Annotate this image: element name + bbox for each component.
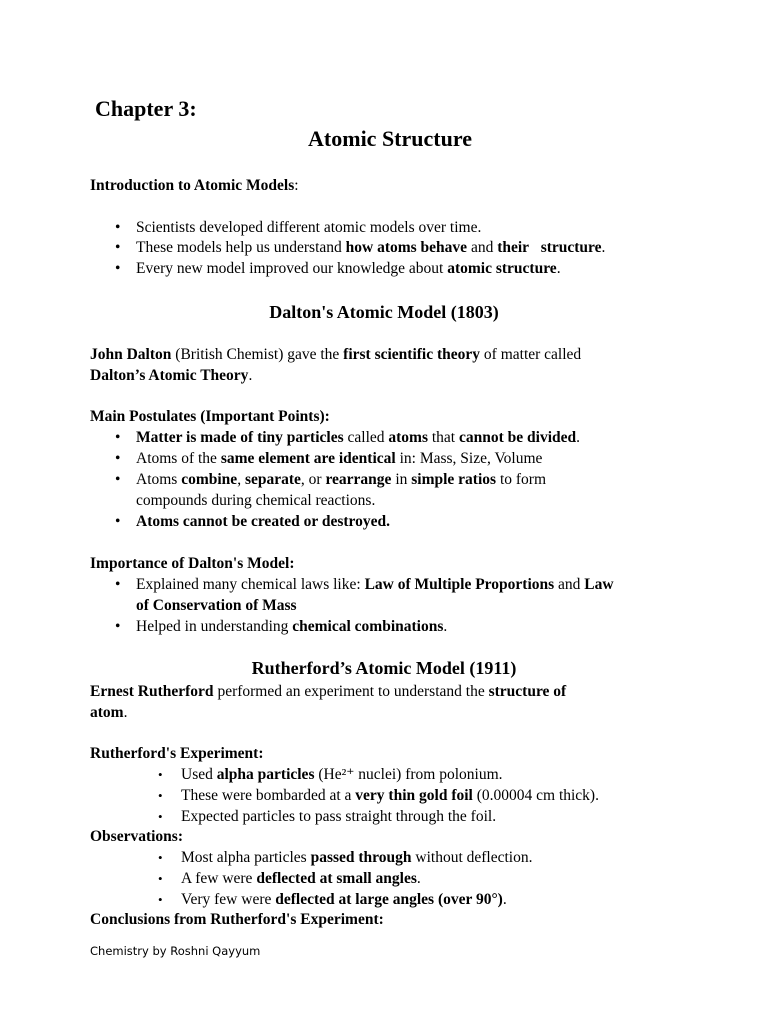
bullet-icon: • bbox=[158, 850, 163, 865]
bullet-icon: • bbox=[115, 618, 121, 635]
importance-1: Explained many chemical laws like: Law of Multiple Proportions and Law bbox=[136, 576, 614, 593]
rutherford-paragraph-line-2: atom. bbox=[90, 704, 128, 721]
experiment-2: These were bombarded at a very thin gold foil (0.00004 cm thick). bbox=[181, 787, 599, 804]
bullet-icon: • bbox=[158, 767, 163, 782]
bullet-icon: • bbox=[115, 219, 121, 236]
importance-2: Helped in understanding chemical combinations. bbox=[136, 618, 448, 635]
postulate-4: Atoms cannot be created or destroyed. bbox=[136, 513, 390, 530]
observation-2: A few were deflected at small angles. bbox=[181, 870, 421, 887]
bullet-icon: • bbox=[115, 239, 121, 256]
rutherford-paragraph-line-1: Ernest Rutherford performed an experiment to understand the structure of bbox=[90, 683, 567, 700]
observations-heading: Observations: bbox=[90, 828, 183, 845]
postulate-2: Atoms of the same element are identical in: Mass, Size, Volume bbox=[136, 450, 543, 467]
chapter-number: Chapter 3: bbox=[95, 96, 197, 121]
postulate-1: Matter is made of tiny particles called atoms that cannot be divided. bbox=[136, 429, 581, 446]
observation-3: Very few were deflected at large angles (over 90°). bbox=[181, 891, 507, 908]
experiment-1: Used alpha particles (He²⁺ nuclei) from polonium. bbox=[181, 766, 503, 783]
importance-1-line-2: of Conservation of Mass bbox=[136, 597, 297, 614]
bullet-icon: • bbox=[115, 576, 121, 593]
intro-bullet-1: Scientists developed different atomic models over time. bbox=[136, 219, 482, 236]
dalton-heading: Dalton's Atomic Model (1803) bbox=[269, 302, 499, 322]
bullet-icon: • bbox=[115, 471, 121, 488]
page-title: Atomic Structure bbox=[308, 126, 472, 151]
dalton-paragraph-line-1: John Dalton (British Chemist) gave the first scientific theory of matter called bbox=[90, 346, 582, 363]
importance-heading: Importance of Dalton's Model: bbox=[90, 555, 295, 572]
intro-bullet-3: Every new model improved our knowledge about atomic structure. bbox=[136, 260, 561, 277]
bullet-icon: • bbox=[115, 429, 121, 446]
intro-bullet-2: These models help us understand how atoms behave and their structure. bbox=[136, 239, 606, 256]
conclusions-heading: Conclusions from Rutherford's Experiment: bbox=[90, 911, 384, 928]
bullet-icon: • bbox=[115, 513, 121, 530]
dalton-paragraph-line-2: Dalton’s Atomic Theory. bbox=[90, 367, 253, 384]
experiment-3: Expected particles to pass straight through the foil. bbox=[181, 808, 497, 825]
bullet-icon: • bbox=[158, 809, 163, 824]
experiment-heading: Rutherford's Experiment: bbox=[90, 745, 264, 762]
bullet-icon: • bbox=[115, 260, 121, 277]
observation-1: Most alpha particles passed through without deflection. bbox=[181, 849, 533, 866]
postulates-heading: Main Postulates (Important Points): bbox=[90, 408, 330, 425]
page-footer: Chemistry by Roshni Qayyum bbox=[90, 944, 261, 958]
rutherford-heading: Rutherford’s Atomic Model (1911) bbox=[251, 658, 517, 678]
postulate-3: Atoms combine, separate, or rearrange in simple ratios to form bbox=[136, 471, 546, 488]
bullet-icon: • bbox=[115, 450, 121, 467]
bullet-icon: • bbox=[158, 892, 163, 907]
bullet-icon: • bbox=[158, 871, 163, 886]
bullet-icon: • bbox=[158, 788, 163, 803]
postulate-3-line-2: compounds during chemical reactions. bbox=[136, 492, 376, 509]
intro-heading: Introduction to Atomic Models: bbox=[90, 177, 299, 194]
